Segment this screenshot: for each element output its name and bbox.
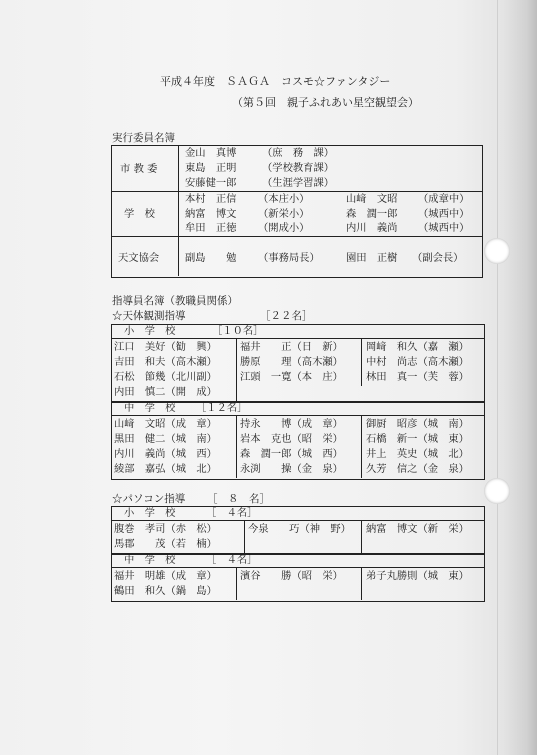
group-label-astronomy: 天文協会 <box>118 252 160 264</box>
member-name: 内川 義尚 <box>346 222 398 234</box>
instructor-cell: 江頭 一寛（本 庄） <box>240 371 343 383</box>
member-name: 牟田 正徳 <box>185 222 237 234</box>
column-divider <box>244 521 245 553</box>
column-divider <box>361 339 362 386</box>
instructor-cell: 岩本 克也（昭 栄） <box>240 433 343 445</box>
member-affiliation: （事務局長） <box>258 252 320 264</box>
instructor-cell: 内川 義尚（城 西） <box>114 448 217 460</box>
table-header-line <box>112 520 484 521</box>
table-header-line <box>112 567 484 568</box>
section-count: ［ ４名］ <box>206 554 258 566</box>
instructor-cell: 石橋 新一（城 東） <box>366 433 469 445</box>
punch-hole-bottom <box>484 478 510 504</box>
group-label-school: 学 校 <box>124 208 155 220</box>
pc-count: ［ ８ 名］ <box>207 493 270 505</box>
document-title: 平成４年度 ＳＡＧＡ コスモ☆ファンタジー <box>160 75 391 88</box>
instructor-cell: 中村 尚志（高木瀬） <box>366 356 469 368</box>
member-name: 園田 正樹 <box>346 252 398 264</box>
section-label: 小 学 校 <box>124 507 176 519</box>
page-fold-line <box>497 0 498 755</box>
column-divider <box>236 568 237 600</box>
column-divider <box>236 416 237 478</box>
instructor-cell: 勝原 理（高木瀬） <box>240 356 343 368</box>
member-name: 副島 勉 <box>185 252 237 264</box>
page-edge-shadow <box>503 0 537 755</box>
instructor-cell: 吉田 和夫（高木瀬） <box>114 356 217 368</box>
instructor-cell: 納富 博文（新 栄） <box>366 523 469 535</box>
member-affiliation: （新栄小） <box>258 208 310 220</box>
instructor-cell: 鶴田 和久（鍋 島） <box>114 585 217 597</box>
member-name: 山﨑 文昭 <box>346 193 398 205</box>
instructor-cell: 山﨑 文昭（成 章） <box>114 418 217 430</box>
member-name: 安藤健一郎 <box>185 177 237 189</box>
punch-hole-top <box>484 238 510 264</box>
instructor-cell: 永渕 操（金 泉） <box>240 463 343 475</box>
instructor-cell: 福井 正（日 新） <box>240 341 343 353</box>
instructor-cell: 腹巻 孝司（赤 松） <box>114 523 217 535</box>
committee-divider <box>178 146 179 276</box>
member-affiliation: （成章中） <box>418 193 470 205</box>
table-header-line <box>112 415 484 416</box>
member-affiliation: （生涯学習課） <box>262 177 335 189</box>
member-name: 金山 真博 <box>185 147 237 159</box>
instructors-heading: 指導員名簿（教職員関係） <box>112 295 238 307</box>
column-divider <box>361 521 362 553</box>
instructor-cell: 森 潤一郎（城 西） <box>240 448 343 460</box>
instructor-cell: 馬郡 茂（若 楠） <box>114 538 217 550</box>
member-affiliation: （城西中） <box>418 208 470 220</box>
member-affiliation: （開成小） <box>258 222 310 234</box>
document-subtitle: （第５回 親子ふれあい星空観望会） <box>232 96 419 109</box>
section-label: 中 学 校 <box>124 402 176 414</box>
section-label: 小 学 校 <box>124 325 176 337</box>
section-count: ［ ４名］ <box>206 507 258 519</box>
instructor-cell: 岡﨑 和久（嘉 瀬） <box>366 341 469 353</box>
instructor-cell: 久芳 信之（金 泉） <box>366 463 469 475</box>
instructor-cell: 石松 節幾（北川副） <box>114 371 217 383</box>
section-count: ［１０名］ <box>212 325 264 337</box>
observation-count: ［２２名］ <box>260 310 313 322</box>
member-name: 森 潤一郎 <box>346 208 398 220</box>
column-divider <box>361 568 362 600</box>
instructor-cell: 今泉 巧（神 野） <box>248 523 351 535</box>
member-affiliation: （城西中） <box>418 222 470 234</box>
instructor-cell: 林田 真一（芙 蓉） <box>366 371 469 383</box>
instructor-cell: 黒田 健二（城 南） <box>114 433 217 445</box>
section-label: 中 学 校 <box>124 554 176 566</box>
instructor-cell: 綾部 嘉弘（城 北） <box>114 463 217 475</box>
observation-title: ☆天体観測指導 <box>112 310 186 322</box>
instructor-cell: 御厨 昭彦（城 南） <box>366 418 469 430</box>
instructor-cell: 内田 慎二（開 成） <box>114 386 217 398</box>
group-label-city: 市 教 委 <box>120 163 158 175</box>
committee-heading: 実行委員名簿 <box>112 132 175 144</box>
instructor-cell: 井上 英史（城 北） <box>366 448 469 460</box>
instructor-cell: 江口 美好（勧 興） <box>114 341 217 353</box>
section-count: ［１２名］ <box>196 402 248 414</box>
instructor-cell: 弟子丸勝則（城 東） <box>366 570 469 582</box>
column-divider <box>361 416 362 478</box>
column-divider <box>236 339 237 401</box>
member-name: 東島 正明 <box>185 162 237 174</box>
pc-title: ☆パソコン指導 <box>112 493 186 505</box>
member-name: 納富 博文 <box>185 208 237 220</box>
member-affiliation: （本庄小） <box>258 193 310 205</box>
instructor-cell: 福井 明雄（成 章） <box>114 570 217 582</box>
member-affiliation: （庶 務 課） <box>262 147 335 159</box>
member-affiliation: （副会長） <box>412 252 464 264</box>
table-header-line <box>112 338 484 339</box>
instructor-cell: 持永 博（成 章） <box>240 418 343 430</box>
member-name: 本村 正信 <box>185 193 237 205</box>
committee-row-line <box>112 236 482 237</box>
member-affiliation: （学校教育課） <box>262 162 335 174</box>
instructor-cell: 濱谷 勝（昭 栄） <box>240 570 343 582</box>
